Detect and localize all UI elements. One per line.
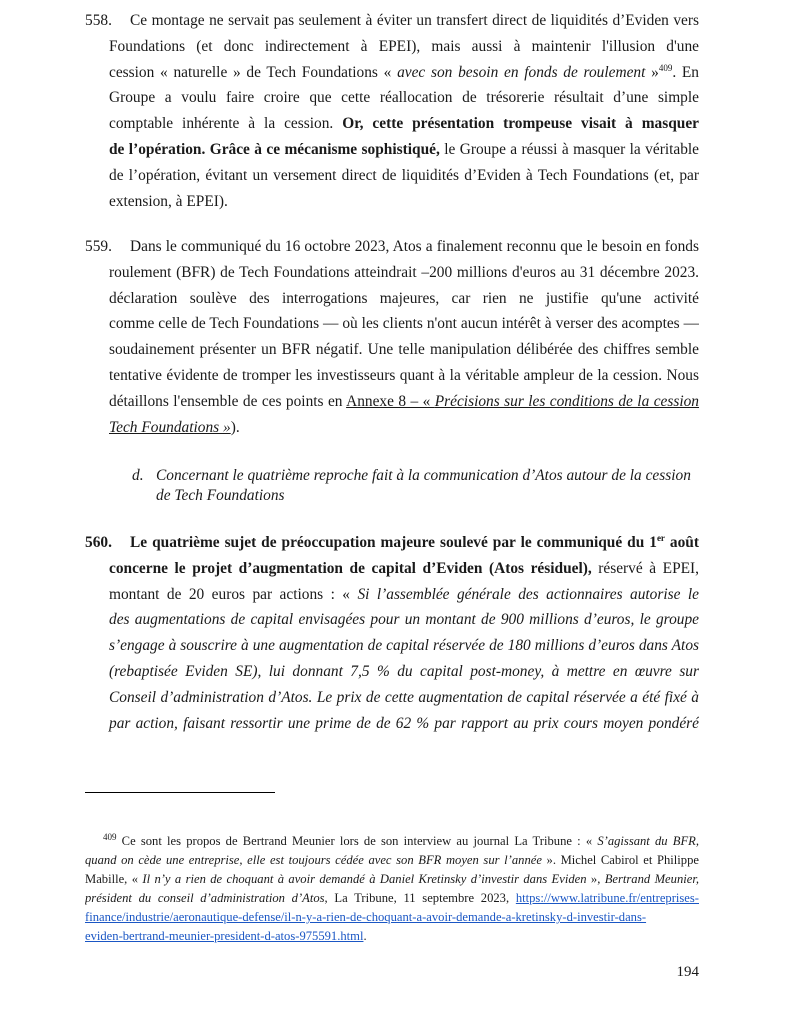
text-segment: cession « naturelle » de Tech Foundations « [109,63,398,81]
italic-segment: quand on cède une entreprise, elle est toujours cédée avec son BFR moyen sur l’année [85,853,542,867]
source-link[interactable]: https://www.latribune.fr/entreprises- [515,891,699,905]
text-segment: » [645,63,659,81]
italic-segment: des augmentations de capital envisagées pour un montant de 900 millions d’euros, le groupe [109,611,699,629]
footnote-ref[interactable]: 409 [658,62,673,73]
text-segment: », [586,872,605,886]
text-line [85,137,699,163]
text-line [85,189,699,215]
paragraph-number: 559. [85,238,112,255]
source-link[interactable]: eviden-bertrand-meunier-president-d-atos-975591.html [85,929,364,943]
text-segment: tentative évidente de tromper les investisseurs quant à la véritable ampleur de la cession. Nous [109,366,699,384]
text-segment: roulement (BFR) de Tech Foundations atteindrait –200 millions d'euros au 31 décembre 2023. [109,263,699,281]
footnote-line [85,927,699,946]
text-segment: comme celle de Tech Foundations — où les clients n'ont aucun intérêt à verser des acomptes — [109,315,699,333]
italic-segment: Précisions sur les conditions de la cession [434,392,699,410]
text-segment: Groupe a voulu faire croire que cette réallocation de trésorerie résultait d’une simple [109,89,699,107]
paragraph-558 [85,8,699,214]
text-segment: Mabille, « [85,872,143,886]
text-line [85,389,699,415]
text-line [85,659,699,685]
bold-segment: concerne le projet d’augmentation de capital d’Eviden (Atos résiduel), [109,559,592,577]
text-segment: montant de 20 euros par actions : « [109,585,358,603]
footnote-line [85,908,699,927]
text-segment: Annexe 8 – « [346,392,435,410]
heading-text: Concernant le quatrième reproche fait à la communication d’Atos autour de la cession de Tech Foundations [156,467,691,504]
paragraph-number: 558. [85,12,112,29]
bold-segment: Le quatrième sujet de préoccupation majeure soulevé par le communiqué du 1 [130,534,657,551]
text-segment: Dans le communiqué du 16 octobre 2023, Atos a finalement reconnu que le besoin en fonds [130,238,699,255]
footnote-separator [85,792,275,793]
italic-segment: Conseil d’administration d’Atos. Le prix de cette augmentation de capital réservée a été fixé à [109,688,699,706]
text-line [85,337,699,363]
text-line [85,633,699,659]
footnote-line [85,889,699,908]
paragraph-number: 560. [85,534,112,551]
heading-label: d. [132,467,144,484]
text-segment: , La Tribune, 11 septembre 2023, [324,891,516,905]
superscript: er [656,532,665,543]
source-link[interactable]: finance/industrie/aeronautique-defense/il-n-y-a-rien-de-choquant-a-avoir-demande-a-kretinsky-d-investir-dans- [85,910,647,924]
text-segment: . En [672,63,699,81]
bold-segment: Or, cette présentation trompeuse visait à masquer [342,115,699,133]
text-line [85,556,699,582]
text-segment: soudainement présenter un BFR négatif. Une telle manipulation délibérée des chiffres semble [109,341,699,359]
paragraph-560 [85,530,699,736]
footnote-line [85,870,699,889]
text-segment: Foundations (et donc indirectement à EPEI), mais aussi à maintenir l'illusion d'une [109,37,699,55]
text-line [85,111,699,137]
text-segment: de l’opération, évitant un versement direct de liquidités d’Eviden à Tech Foundations (et, par [109,166,699,184]
text-line [85,685,699,711]
italic-segment: Si l’assemblée générale des actionnaires autorise le [357,585,699,603]
italic-segment: par action, faisant ressortir une prime de de 62 % par rapport au prix cours moyen pondéré [109,714,699,732]
text-line [85,163,699,189]
text-line [85,34,699,60]
text-line [85,311,699,337]
text-line [85,85,699,111]
text-segment: ». Michel Cabirol et Philippe [541,853,699,867]
footnote-line [85,832,699,851]
text-segment: Ce sont les propos de Bertrand Meunier lors de son interview au journal La Tribune : « [116,834,598,848]
italic-segment: avec son besoin en fonds de roulement [397,63,646,81]
text-line [85,260,699,286]
footnote-number: 409 [103,832,117,842]
text-segment: ). [230,418,240,436]
bold-segment: de l’opération. Grâce à ce mécanisme sophistiqué, [109,140,440,158]
text-line [85,530,699,556]
text-segment: réservé à EPEI, [598,559,699,577]
text-line [85,415,699,441]
annex-reference-end: Tech Foundations » [109,418,231,436]
text-line [85,234,699,260]
text-line [85,711,699,737]
italic-segment: S’agissant du BFR, [597,834,699,848]
section-heading-d [132,466,699,506]
text-segment: comptable inhérente à la cession. [109,115,343,133]
italic-segment: président du conseil d’administration d’Atos [85,891,325,905]
text-line [85,8,699,34]
footnote-409 [85,832,699,946]
text-line [85,60,699,86]
text-segment: déclaration soulève des interrogations majeures, car rien ne justifie qu'une activité [109,289,699,307]
text-segment: Ce montage ne servait pas seulement à éviter un transfert direct de liquidités d’Eviden vers [130,12,699,29]
italic-segment: (rebaptisée Eviden SE), lui donnant 7,5 % du capital post-money, à mettre en œuvre sur [109,662,699,680]
text-segment: détaillons l'ensemble de ces points en [109,392,347,410]
page-number: 194 [676,964,699,980]
italic-segment: Il n’y a rien de choquant à avoir demandé à Daniel Kretinsky d’investir dans Eviden [142,872,587,886]
text-line [85,607,699,633]
paragraph-559 [85,234,699,440]
text-segment: le Groupe a réussi à masquer la véritable [444,140,699,158]
text-segment: extension, à EPEI). [109,192,228,210]
footnote-line [85,851,699,870]
text-line [85,363,699,389]
italic-segment: s’engage à souscrire à une augmentation de capital réservée de 180 millions d’euros dans Atos [109,637,699,655]
bold-segment: août [664,534,699,551]
italic-segment: Bertrand Meunier, [604,872,699,886]
text-line [85,582,699,608]
text-line [85,286,699,312]
text-segment: . [363,929,367,943]
